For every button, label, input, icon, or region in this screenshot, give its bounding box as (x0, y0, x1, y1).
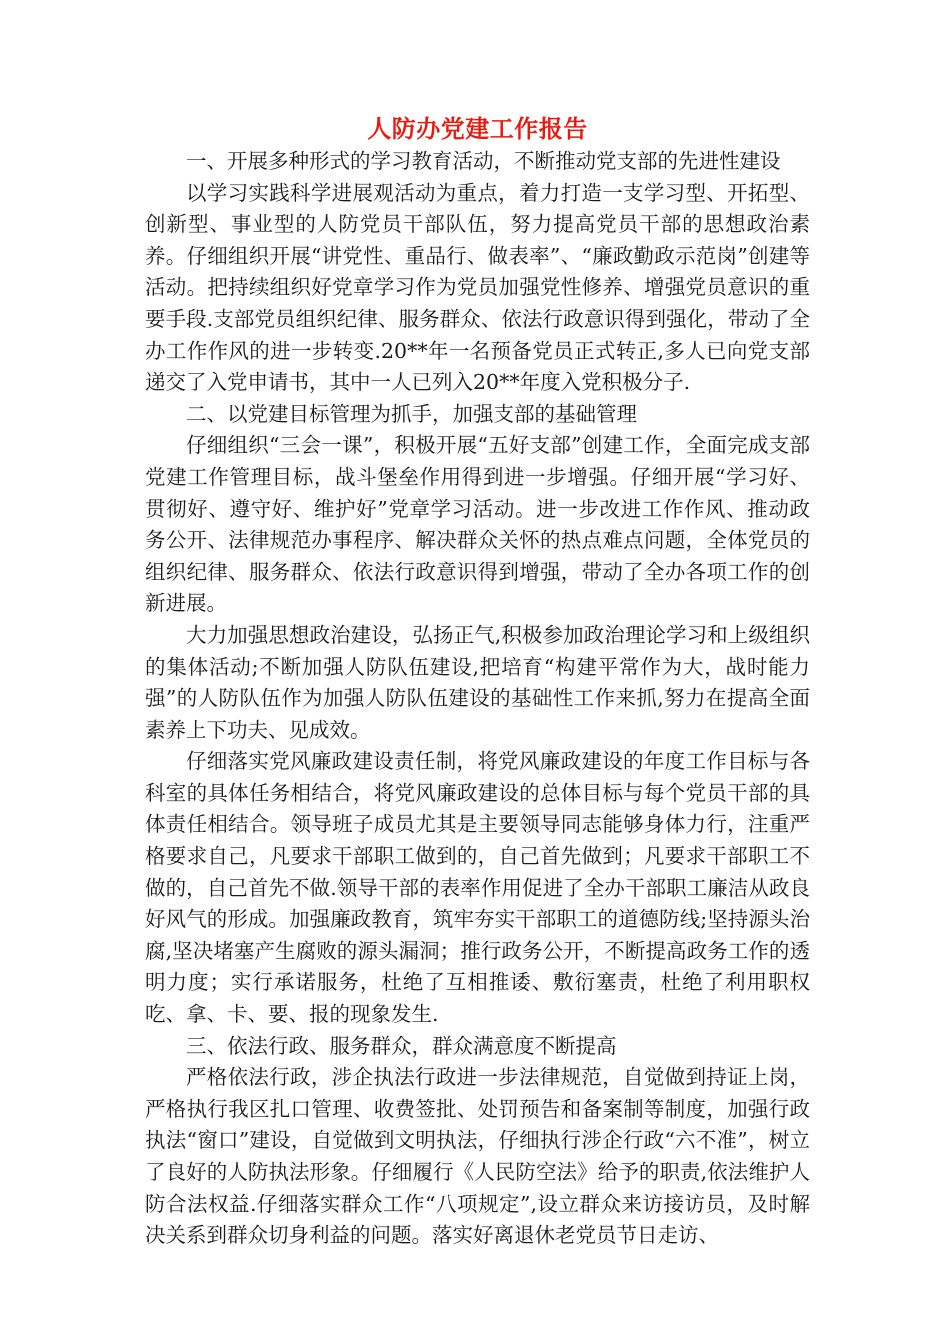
document-page (145, 112, 810, 1252)
paragraph-political-construction: 大力加强思想政治建设，弘扬正气,积极参加政治理论学习和上级组织的集体活动;不断加强人防队伍建设,把培育“构建平常作为大，战时能力强”的人防队伍作为加强人防队伍建设的基础性工作来抓,努力在提高全面素养上下功夫、见成效。 (145, 622, 810, 742)
document-title: 人防办党建工作报告 (367, 114, 588, 143)
paragraph-integrity-responsibility: 仔细落实党风廉政建设责任制，将党风廉政建设的年度工作目标与各科室的具体任务相结合，将党风廉政建设的总体目标与每个党员干部的具体责任相结合。领导班子成员尤其是主要领导同志能够身体力行，注重严格要求自己，凡要求干部职工做到的，自己首先做到；凡要求干部职工不做的，自己首先不做.领导干部的表率作用促进了全办干部职工廉洁从政良好风气的形成。加强廉政教育，筑牢夯实干部职工的道德防线;坚持源头治腐,坚决堵塞产生腐败的源头漏洞；推行政务公开，不断提高政务工作的透明力度；实行承诺服务，杜绝了互相推诿、敷衍塞责，杜绝了利用职权吃、拿、卡、要、报的现象发生. (145, 749, 810, 1027)
paragraph-branch-management: 仔细组织“三会一课”，积极开展“五好支部”创建工作，全面完成支部党建工作管理目标，战斗堡垒作用得到进一步增强。仔细开展“学习好、贯彻好、遵守好、维护好”党章学习活动。进一步改进工作作风、推动政务公开、法律规范办事程序、解决群众关怀的热点难点问题，全体党员的组织纪律、服务群众、依法行政意识得到增强，带动了全办各项工作的创新进展。 (145, 433, 810, 616)
document-body (145, 146, 810, 1252)
paragraph-lawful-administration: 严格依法行政，涉企执法行政进一步法律规范，自觉做到持证上岗，严格执行我区扎口管理、收费签批、处罚预告和备案制等制度，加强行政执法“窗口”建设，自觉做到文明执法，仔细执行涉企行政“六不准”，树立了良好的人防执法形象。仔细履行《人民防空法》给予的职责,依法维护人防合法权益.仔细落实群众工作“八项规定”,设立群众来访接访员，及时解决关系到群众切身利益的问题。落实好离退休老党员节日走访、 (145, 1065, 810, 1248)
heading-section-2: 二、以党建目标管理为抓手，加强支部的基础管理 (186, 401, 637, 426)
paragraph-study-activities: 以学习实践科学进展观活动为重点，着力打造一支学习型、开拓型、创新型、事业型的人防党员干部队伍，努力提高党员干部的思想政治素养。仔细组织开展“讲党性、重品行、做表率”、“廉政勤政示范岗”创建等活动。把持续组织好党章学习作为党员加强党性修养、增强党员意识的重要手段.支部党员组织纪律、服务群众、依法行政意识得到强化，带动了全办工作作风的进一步转变.20**年一名预备党员正式转正,多人已向党支部递交了入党申请书，其中一人已列入20**年度入党积极分子. (145, 180, 810, 395)
heading-section-1: 一、开展多种形式的学习教育活动，不断推动党支部的先进性建设 (186, 149, 781, 173)
heading-section-3: 三、依法行政、服务群众，群众满意度不断提高 (186, 1033, 617, 1058)
